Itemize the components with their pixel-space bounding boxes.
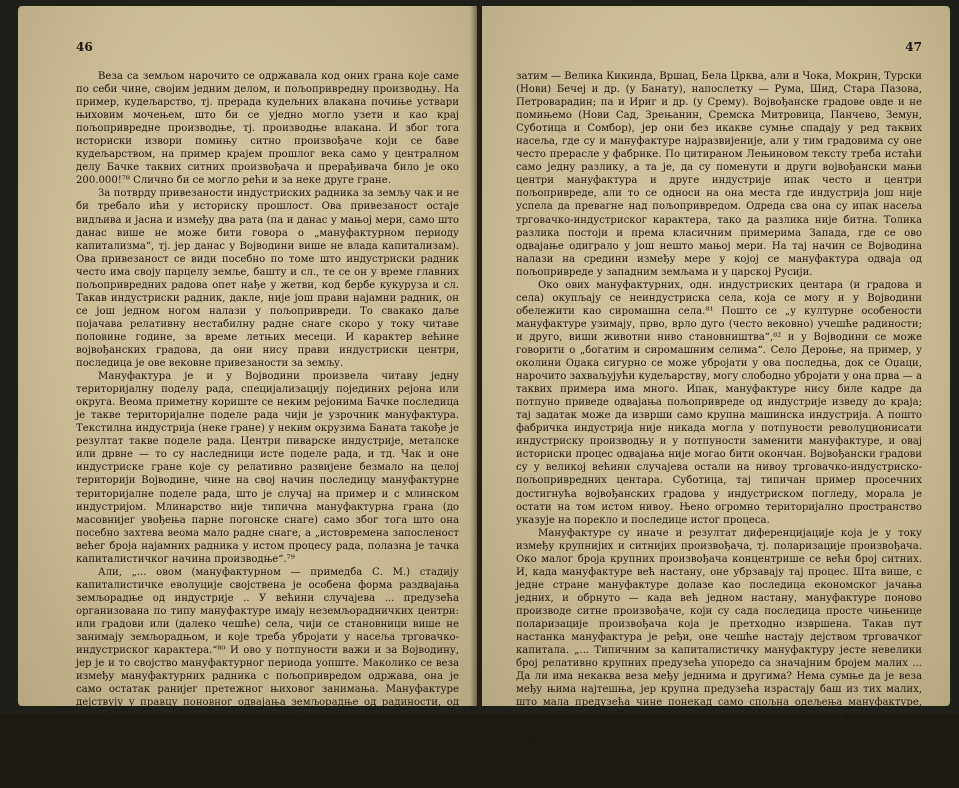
page-number: 46 [76,40,93,54]
paragraph: Мануфактуре су иначе и резултат диференцијације која је у току између крупнијих и ситнијих произвођача, тј. поларизације произвођача. Око малог броја крупних произвођача концентрише се већи број ситних. И, када мануфактуре већ настану, оне убрзавају тај процес. Шта више, с једне стране мануфактуре долазе као последица економског јачања једних, и обрнуто — када већ једном настану, мануфактуре поново производе ситне произвођаче, који су сада последица просте чињенице поларизације произвођача која је претходно извршена. Такав пут настанка мануфактура је ређи, оне чешће настају дејством трговачког капитала. „... Типичним за капиталистичку мануфактуру јесте невелики број релативно крупних предузећа упоредо са значајним бројем малих ... Да ли има некаква веза међу једнима и другима? Нема сумње да је веза међу њима најтешња, јер крупна предузећа израстају баш из тих малих, што мала предузећа чине понекад само спољна одељења мануфактуре, што у огромном броју случајева везу међу једнима и другима чини трговачки капитал који припада крупним газдинствима и потчињавајући себи ситна.“⁸³ [516,527,922,748]
paragraph: Али, „... овом (мануфактурном — примедба С. М.) стадију капиталистичке еволуције својствена је особена форма раздвајања земљорадње од индустрије .. У већини случајева ... предузећа организована по типу мануфактуре имају неземљорадничких центри: или градови или (далеко чешће) села, чији се становници више не занимају земљорадњом, и које треба убројати у насеља трговачко-индустриског карактера.“⁸⁰ И ово у потпуности важи и за Војводину, јер је и то својство мануфактурног периода уопште. Маколико се веза између мануфактурних радника с пољопривредом одржава, она је само остатак ранијег претежног њиховог занимања. Мануфактуре дејствују у правцу поновног одвајања земљорадње од радиности, од индустрије (некада се ово одвајање одигравало између земљорадње и занатства). Плод тог раздвајања, то су — војвођанска трговачко-индустриска места (опет ређе градови, а много чешће села која ипак чине знатну концентрацију становништва. Таква су места: Апатин, Бечеј, Паланка, Врбас, Оџаци, Кула, Црвенка, па чак и Букљес, Торжа и др. (у Бачкој), [76,566,459,787]
paragraph: Веза са земљом нарочито се одржавала код оних грана које саме по себи чине, својим једним делом, и пољопривредну производњу. На пример, кудељарство, тј. прерада кудељних влакана почиње уствари њиховим мочењем, што би се уједно могло узети и као крај пољопривредне производње, тј. производње влакана. И због тога историски извори помињу ситно произвођаче који се баве кудељарством, на пример крајем прошлог века само у централном делу Бачке таквих ситних произвођача и прерађивача било је око 200.000!⁷⁸ Слично би се могло рећи и за неке друге гране. [76,71,459,187]
page-body [516,70,922,748]
paragraph: затим — Велика Кикинда, Вршац, Бела Црква, али и Чока, Мокрин, Турски (Нови) Бечеј и др. (у Банату), напослетку — Рума, Шид, Стара Пазова, Петроварадин; па и Ириг и др. (у Срему). Војвођанске градове овде и не помињемо (Нови Сад, Зрењанин, Сремска Митровица, Панчево, Земун, Суботица и Сомбор), јер они без икакве сумње спадају у ред таквих насеља, где су и мануфактуре најразвијеније, али у тим градовима су оне често прерасле у фабрике. По цитираном Лењиновом тексту треба истаћи само једну разлику, а та је, да су поменути и други војвођански мањи центри мануфактура и друге индустрије ипак често и центри пољопривреде, али то се односи на она места где индустрија још није успела да превагне над пољопривредом. Одреда сва она су ипак насеља трговачко-индустриског карактера, тако да разлика није битна. Толика разлика постоји и према класичним примерима Запада, где се ово одвајање одиграло у још нешто мањој мери. На тај начин се Војводина налази на средини између мере у којој се мануфактура одваја од пољопривреде у западним земљама и у царској Русији. [516,71,922,278]
left-page [18,6,477,787]
right-page [482,6,950,748]
paragraph: Мануфактура је и у Војводини произвела читаву једну територијалну поделу рада, специјализацију појединих рејона или округа. Веома приметну кориште се неким рејонима Бачке последица је такве територијалне поделе рада чији је узрочник мануфактура. Текстилна индустрија (неке гране) у неким окрузима Баната такође је резултат такве поделе рада. Центри пиварске индустрије, металске или дрвне — то су наследници исте поделе рада, и тд. Чак и оне индустриске гране које су релативно развијене безмало на целој територији Војводине, чине на свој начин последицу мануфактурне територијалне поделе рада, што је случај на пример и с млинском индустријом. Млинарство није типична мануфактурна грана (до масовнијег увођења парне погонске снаге) само због тога што она посебно захтева веома мало радне снаге, а „истовремена запосленост већег броја најамних радника у истом процесу рада, полазна је тачка капиталистичког начина производње“.⁷⁹ [76,371,459,565]
paragraph: За потврду привезаности индустриских радника за земљу чак и не би требало ићи у историску прошлост. Ова привезаност остаје видљива и јасна и између два рата (па и данас у мањој мери, само што данас више не може бити говора о „мануфактурном периоду капитализма“, тј. јер данас у Војводини више не влада капитализам). Ова привезаност се види посебно по томе што индустриски радник често има своју парцелу земље, башту и сл., те се он у време главних пољопривредних радова опет нађе у жетви, код бербе кукуруза и сл. Такав индустриски радник, дакле, није још прави најамни радник, он се још једном ногом налази у пољопривреди. То свакако даље појачава релативну нестабилну радне снаге скоро у току читаве половине године, за време летњих месеци. И карактер већине војвођанских градова, да они нису прави индустриски центри, последица је ове вековне привезаности за земљу. [76,188,459,370]
page-number: 47 [905,40,922,54]
page-body [76,70,459,788]
paragraph: Око ових мануфактурних, одн. индустриских центара (и градова и села) окупљају се неиндустриска села, која се могу и у Војводини обележити као сиромашна села.⁸¹ Пошто се „у културне особености мануфактуре узимају, прво, врло дуго (често вековно) учешће радиности; и друго, виши животни ниво становништва“,⁸² и у Војводини се може говорити о „богатим и сиромашним селима“. Село Дероње, на пример, у околини Оџака сигурно се може убројати у ова последња, док се Оџаци, нарочито захваљујући кудељарству, могу слободно убројати у она прва — а таквих примера има много. Ипак, мануфактуре нису биле кадре да потпуно приведе одвајања пољопривреде од индустрије изведу до краја; тај задатак може да изврши само крупна машинска индустрија. А пошто фабричка индустрија није никада могла у потпуности револуционисати индустриску производњу и у потпуности заменити мануфактуре, и овај историски процес одвајања није могао бити окончан. Војвођански градови су у великој већини случајева остали на нивоу трговачко-индустриско-пољопривредних центара. Суботица, тај типичан пример просечних достигнућа војвођанских градова у индустриском погледу, морала је остати на том истом нивоу. Њено огромно територијално пространство указује на порекло и последице истог процеса. [516,279,922,526]
